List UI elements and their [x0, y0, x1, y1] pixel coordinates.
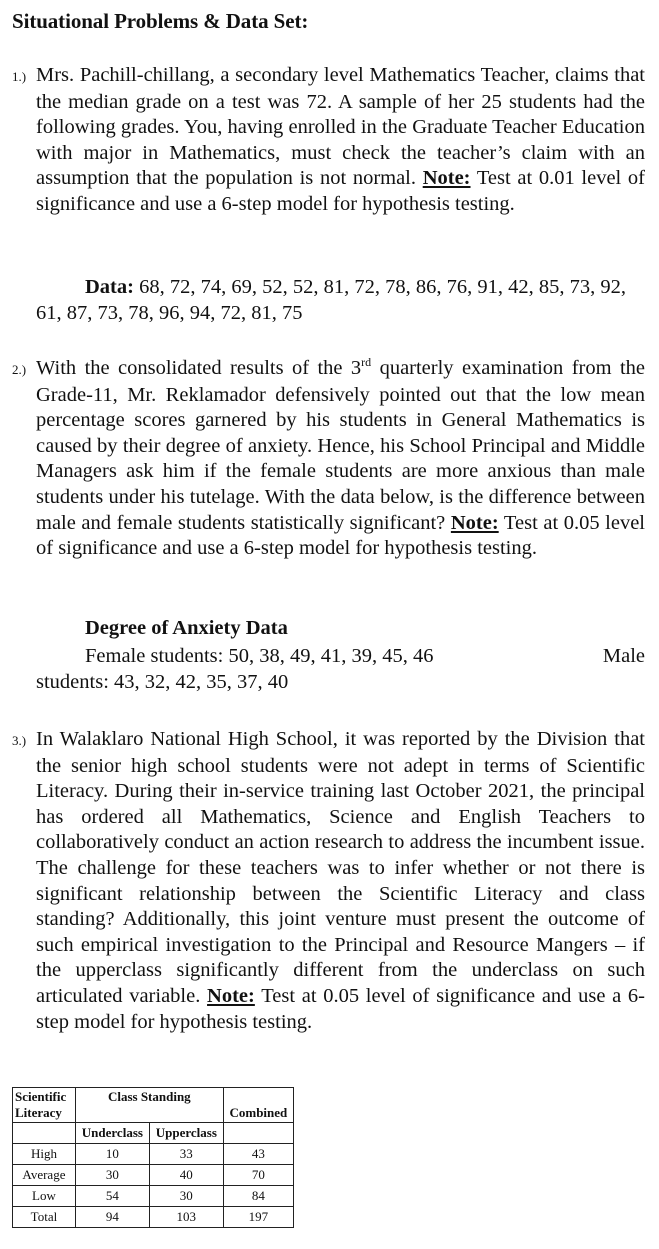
female-students-values: Female students: 50, 38, 49, 41, 39, 45, 46 [85, 645, 434, 667]
header-literacy: Literacy [15, 1105, 62, 1120]
problem-1 [12, 63, 645, 218]
cell-under: 30 [75, 1165, 149, 1186]
cell-under: 94 [75, 1207, 149, 1228]
table-row [13, 1207, 294, 1228]
cell-under: 10 [75, 1144, 149, 1165]
cell-upper: 103 [149, 1207, 223, 1228]
page-title: Situational Problems & Data Set: [12, 9, 309, 33]
problem-3-text-b: Test at 0.05 level of significance and use a 6-step model for hypothesis testing. [36, 984, 645, 1033]
problem-2-note-label: Note: [450, 511, 499, 534]
row-label: High [13, 1144, 76, 1165]
problem-1-text-a: Mrs. Pachill-chillang, a secondary level Mathematics Teacher, claims that the median grade on a test was 72. A sample of her 25 students had the following grades. You, having enrolled in the Graduate Teacher Education with major in Mathematics, must check the teacher’s claim with an assumption that the population is not normal. [36, 64, 645, 190]
cell-combined: 197 [223, 1207, 293, 1228]
problem-3-note-label: Note: [207, 984, 255, 1007]
anxiety-female-line [85, 645, 645, 668]
header-upperclass: Upperclass [149, 1123, 223, 1144]
contingency-table [12, 1087, 294, 1228]
cell-combined: 70 [223, 1165, 293, 1186]
problem-1-data-values: 68, 72, 74, 69, 52, 52, 81, 72, 78, 86, 76, 91, 42, 85, 73, 92, 61, 87, 73, 78, 96, 94, 72, 81, 75 [36, 276, 626, 324]
row-label: Average [13, 1165, 76, 1186]
problem-2-sup: rd [361, 355, 372, 370]
header-combined: Combined [223, 1088, 293, 1123]
problem-2-text-pre: With the consolidated results of the 3 [36, 357, 362, 379]
cell-upper: 30 [149, 1186, 223, 1207]
row-label: Total [13, 1207, 76, 1228]
anxiety-data-heading: Degree of Anxiety Data [85, 617, 288, 639]
problem-2-number: 2.) [12, 362, 27, 377]
problem-1-note-label: Note: [422, 167, 471, 190]
problem-1-data-label: Data: [85, 276, 134, 298]
male-label: Male [602, 645, 645, 667]
table-row [13, 1186, 294, 1207]
header-scientific: Scientific [15, 1089, 67, 1104]
subheader-empty [13, 1123, 76, 1144]
subheader-empty-2 [223, 1123, 293, 1144]
cell-upper: 40 [149, 1165, 223, 1186]
cell-upper: 33 [149, 1144, 223, 1165]
cell-combined: 84 [223, 1186, 293, 1207]
problem-1-text-b: Test at 0.01 level of significance and use a 6-step model for hypothesis testing. [36, 167, 646, 215]
row-label: Low [13, 1186, 76, 1207]
header-class-standing: Class Standing [75, 1088, 223, 1123]
problem-2 [12, 356, 645, 562]
table-subheader-row [13, 1123, 294, 1144]
problem-3-number: 3.) [12, 733, 27, 748]
cell-under: 54 [75, 1186, 149, 1207]
table-row [13, 1144, 294, 1165]
problem-1-number: 1.) [12, 69, 27, 84]
problem-2-text-b: Test at 0.05 level of significance and use a 6-step model for hypothesis testing. [36, 511, 646, 560]
header-underclass: Underclass [75, 1123, 149, 1144]
problem-3 [12, 727, 645, 1035]
problem-1-data [36, 274, 645, 326]
male-students-values: students: 43, 32, 42, 35, 37, 40 [36, 671, 289, 693]
table-row [13, 1165, 294, 1186]
cell-combined: 43 [223, 1144, 293, 1165]
header-scientific-literacy [13, 1088, 76, 1123]
problem-2-text-a: quarterly examination from the Grade-11, Mr. Reklamador defensively pointed out that the low mean percentage scores garnered by his students in General Mathematics is caused by their degree of anxiety. Hence, his School Principal and Middle Managers ask him if the female students are more anxious than male students under his tutelage. With the data below, is the difference between male and female students statistically significant? [36, 357, 645, 534]
problem-3-text-a: In Walaklaro National High School, it was reported by the Division that the senior high school students were not adept in terms of Scientific Literacy. During their in-service training last October 2021, the principal has ordered all Mathematics, Science and English Teachers to collaboratively conduct an action research to address the incumbent issue. The challenge for these teachers was to infer whether or not there is significant relationship between the Scientific Literacy and class standing? Additionally, this joint venture must present the outcome of such empirical investigation to the Principal and Resource Mangers – if the upperclass significantly different from the underclass on such articulated variable. [36, 728, 645, 1007]
